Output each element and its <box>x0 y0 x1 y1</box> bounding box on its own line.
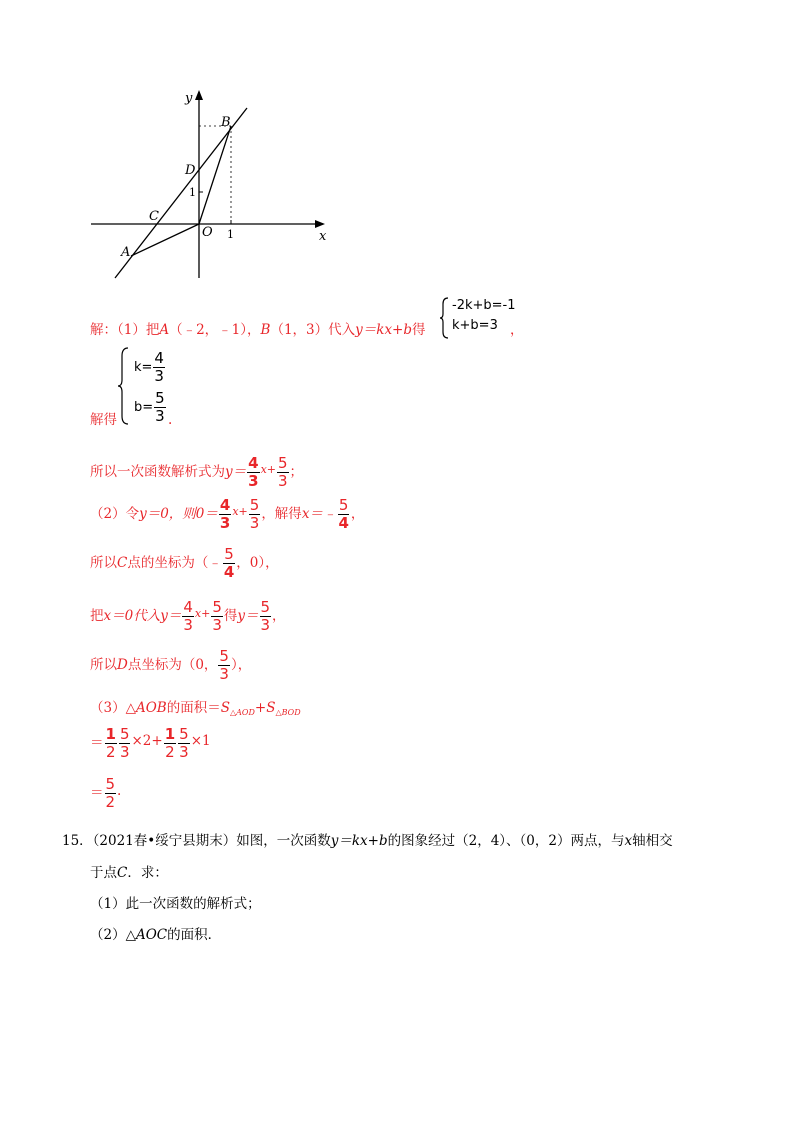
segment-oa <box>131 224 199 256</box>
den: 3 <box>248 471 259 490</box>
system-1 <box>440 296 540 340</box>
text: ，0）， <box>236 555 279 571</box>
line-ab <box>115 108 247 278</box>
num: 5 <box>338 495 349 514</box>
den: 4 <box>338 513 349 532</box>
num: 5 <box>212 597 222 616</box>
fraction-5-3 <box>218 648 230 683</box>
point-b: B <box>260 322 271 338</box>
num: 5 <box>219 646 229 665</box>
text: 解：（1）把 <box>90 322 160 338</box>
text: x+ <box>194 607 211 620</box>
text: AOB <box>135 700 167 716</box>
fraction-5-3 <box>277 455 289 490</box>
den: 3 <box>219 664 229 683</box>
text: AOC <box>135 927 168 943</box>
text: 的面积＝ <box>166 700 221 716</box>
text: C <box>117 865 128 881</box>
text: ×2+ <box>131 733 163 749</box>
period: . <box>168 412 173 428</box>
num: 5 <box>155 389 165 407</box>
problem-15-line-2 <box>90 864 168 882</box>
den: 3 <box>154 367 164 385</box>
brace-2 <box>118 346 130 426</box>
solution-line-4 <box>90 494 364 534</box>
text: S <box>220 700 230 716</box>
text: ．求： <box>127 865 168 881</box>
text: x＝0代入 <box>103 608 161 624</box>
text: . <box>117 783 122 799</box>
text: ×1 <box>190 733 211 749</box>
x-axis-arrow <box>315 220 325 228</box>
text: + <box>254 700 267 716</box>
text: （3）△ <box>90 700 136 716</box>
y-axis-arrow <box>195 90 203 100</box>
den: 3 <box>219 513 231 532</box>
solution-line-3 <box>90 452 303 492</box>
fraction-4-3 <box>153 350 165 385</box>
system-1-row-2: k+b=3 <box>452 318 498 333</box>
text: y＝0，则0＝ <box>139 506 218 522</box>
den: 3 <box>155 407 165 425</box>
text: x+ <box>260 463 276 476</box>
fraction-5-3 <box>154 390 166 425</box>
num: 1 <box>164 724 176 743</box>
text: 所以 <box>90 555 117 571</box>
jiede-label: 解得 <box>90 412 117 428</box>
den: 3 <box>212 615 222 634</box>
solution-line-6 <box>90 596 286 636</box>
den: 3 <box>119 742 130 761</box>
fraction-5-4 <box>223 546 235 581</box>
num: 5 <box>249 495 260 514</box>
num: 5 <box>179 724 189 743</box>
sys1-comma: ， <box>510 322 524 338</box>
text: 于点 <box>90 865 117 881</box>
text: ， <box>272 608 286 624</box>
label-b: B <box>221 115 231 130</box>
tick-label-y-1: 1 <box>189 186 196 199</box>
text: y＝kx+b <box>330 833 388 849</box>
text: D <box>117 657 128 673</box>
text: 点坐标为（0， <box>127 657 218 673</box>
num: 4 <box>248 453 259 472</box>
text: 所以 <box>90 657 117 673</box>
label-a: A <box>121 245 131 260</box>
text: 得 <box>412 322 426 338</box>
num: 1 <box>105 724 116 743</box>
den: 3 <box>260 615 271 634</box>
tick-label-x-1: 1 <box>227 228 234 241</box>
problem-15-q2 <box>90 926 221 944</box>
fraction-5-3 <box>249 497 261 532</box>
sys2-k: k= <box>134 360 153 375</box>
label-c: C <box>149 209 159 224</box>
label-o: O <box>202 225 213 240</box>
solution-line-10 <box>90 772 121 814</box>
text: ， <box>350 506 365 522</box>
fraction-5-3 <box>178 726 190 761</box>
num: 5 <box>119 724 130 743</box>
num: 5 <box>105 774 116 793</box>
text: y＝ <box>160 608 182 624</box>
label-x: x <box>319 229 327 244</box>
fraction-5-3 <box>119 726 131 761</box>
num: 4 <box>183 597 193 616</box>
solution-line-8 <box>90 699 301 722</box>
den: 2 <box>105 792 116 811</box>
text: ＝ <box>90 735 104 751</box>
text: 的面积． <box>167 927 222 943</box>
num: 5 <box>260 597 271 616</box>
solution-line-1 <box>90 321 426 339</box>
fraction-1-2 <box>164 726 176 761</box>
text: ）， <box>230 657 252 673</box>
segment-ob <box>199 126 231 224</box>
fraction-4-3 <box>219 497 231 532</box>
system-1-row-1: -2k+b=-1 <box>452 298 516 313</box>
problem-15-q1: （1）此一次函数的解析式； <box>90 896 261 912</box>
den: 4 <box>223 562 235 581</box>
label-y: y <box>185 91 193 106</box>
den: 3 <box>278 471 288 490</box>
text: 点的坐标为（﹣ <box>127 555 222 571</box>
brace-1 <box>440 296 450 340</box>
num: 5 <box>278 453 288 472</box>
num: 5 <box>224 544 234 563</box>
text: y＝ <box>225 464 247 480</box>
fraction-5-3 <box>211 599 223 634</box>
den: 2 <box>165 742 175 761</box>
den: 3 <box>183 615 193 634</box>
system-2 <box>118 346 198 426</box>
text: 轴相交 <box>632 833 673 849</box>
problem-15-line-1 <box>62 832 673 850</box>
equation: y＝kx+b <box>355 322 413 338</box>
text: 所以一次函数解析式为 <box>90 464 225 480</box>
fraction-5-2 <box>105 776 117 811</box>
text: y＝ <box>237 608 259 624</box>
subscript: △AOD <box>229 708 255 717</box>
coordinate-graph <box>85 88 345 288</box>
num: 4 <box>154 349 164 367</box>
fraction-4-3 <box>182 599 194 634</box>
text: 的图象经过（2，4）、（0，2）两点，与 <box>387 833 625 849</box>
text: （2）△ <box>90 927 136 943</box>
solution-line-9 <box>90 722 211 764</box>
text: ； <box>289 464 304 480</box>
num: 4 <box>219 495 231 514</box>
solution-line-5 <box>90 545 279 581</box>
den: 3 <box>179 742 189 761</box>
text: x <box>624 833 633 849</box>
text: x＝﹣ <box>301 506 337 522</box>
fraction-1-2 <box>105 726 117 761</box>
text: C <box>117 555 128 571</box>
text: （2）令 <box>90 506 140 522</box>
fraction-5-4 <box>337 497 349 532</box>
den: 3 <box>249 513 260 532</box>
text: x+ <box>232 505 248 518</box>
text: ＝ <box>90 785 104 801</box>
text: S <box>266 700 276 716</box>
text: 15．（2021春•绥宁县期末）如图，一次函数 <box>62 833 331 849</box>
fraction-5-3 <box>260 599 272 634</box>
text: 得 <box>223 608 238 624</box>
subscript: △BOD <box>275 708 301 717</box>
text: ，解得 <box>261 506 302 522</box>
point-a: A <box>159 322 170 338</box>
label-d: D <box>185 163 196 178</box>
den: 2 <box>105 742 116 761</box>
text: （1，3）代入 <box>270 322 356 338</box>
text: （﹣2，﹣1）， <box>169 322 261 338</box>
sys2-b: b= <box>134 400 154 415</box>
fraction-4-3 <box>247 455 259 490</box>
text: 把 <box>90 608 104 624</box>
solution-line-7 <box>90 647 251 683</box>
